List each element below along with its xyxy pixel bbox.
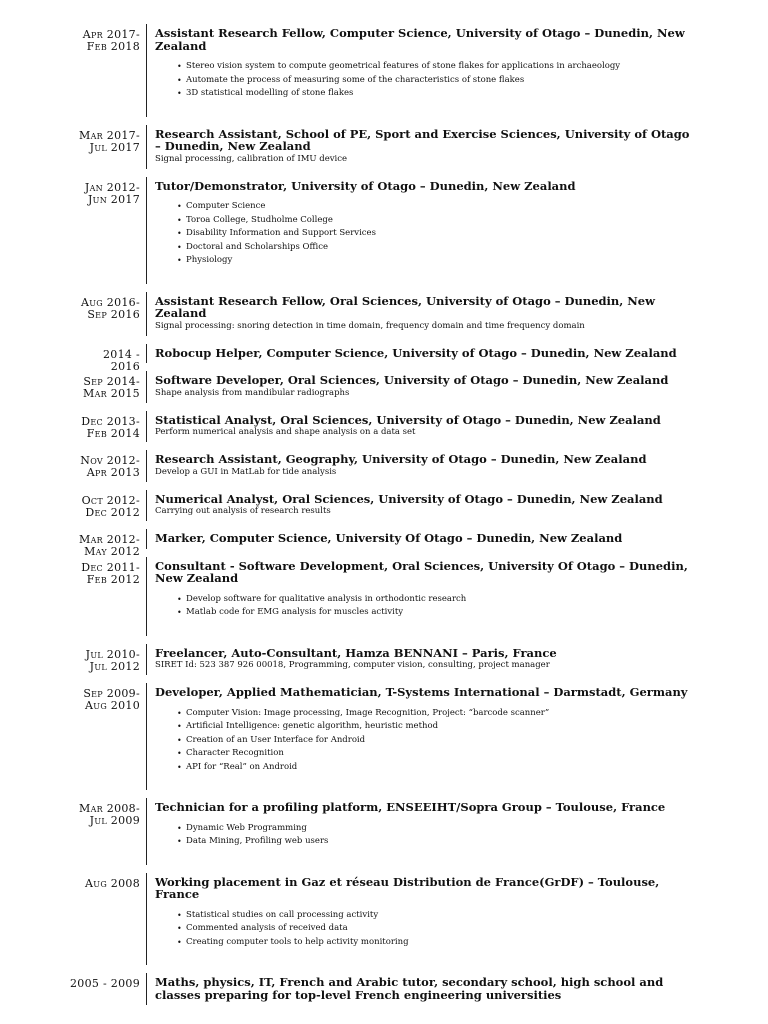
entry-date [40, 416, 140, 440]
bullet-item: • Computer Science [177, 200, 695, 214]
entry-date [40, 803, 140, 827]
entry-content [146, 973, 695, 1005]
bullet-item: • API for “Real” on Android [177, 761, 695, 775]
entry-content [146, 24, 695, 117]
entry-date [40, 562, 140, 586]
entry-date [40, 878, 140, 890]
bullet-item: • Doctoral and Scholarships Office [177, 241, 695, 255]
entry-date-end: May 2012 [84, 545, 140, 558]
entry-content [146, 125, 695, 169]
bullet-item: • Automate the process of measuring some of the characteristics of stone flakes [177, 74, 695, 88]
cv-entry [0, 344, 768, 373]
entry-date [40, 649, 140, 673]
entry-title: Marker, Computer Science, University Of Otago – Dunedin, New Zealand [155, 531, 623, 545]
entry-date-start: Jul 2010- [85, 647, 140, 661]
entry-date [40, 182, 140, 206]
bullet-item: • Character Recognition [177, 747, 695, 761]
entry-date-end: Feb 2018 [86, 40, 140, 53]
bullet-item: • Develop software for qualitative analysis in orthodontic research [177, 593, 695, 607]
entry-description: Perform numerical analysis and shape analysis on a data set [155, 427, 416, 437]
entry-bullet-list [155, 909, 695, 950]
entry-title: Developer, Applied Mathematician, T-Systems International – Darmstadt, Germany [155, 685, 688, 699]
cv-entry [0, 973, 768, 1005]
bullet-item: • Matlab code for EMG analysis for muscles activity [177, 606, 695, 620]
entry-description: Develop a GUI in MatLab for tide analysis [155, 466, 337, 477]
bullet-item: • Disability Information and Support Services [177, 227, 695, 241]
entry-bullet-list [155, 60, 695, 101]
cv-entry [0, 798, 768, 865]
entry-title: Maths, physics, IT, French and Arabic tutor, secondary school, high school and classes preparing for top-level French engineering universities [155, 975, 664, 1002]
cv-entry [0, 557, 768, 636]
entry-date-end: Jul 2009 [89, 814, 140, 827]
entry-date [40, 455, 140, 479]
bullet-item: • Statistical studies on call processing activity [177, 909, 695, 923]
entry-description: Carrying out analysis of research results [155, 506, 331, 516]
entry-title: Statistical Analyst, Oral Sciences, University of Otago – Dunedin, New Zealand [155, 412, 661, 427]
entry-date-end: Mar 2015 [83, 387, 140, 400]
entry-bullet-list [155, 822, 695, 849]
entry-content [146, 490, 695, 522]
entry-date-start: Mar 2012- [79, 533, 140, 546]
entry-date-end: Jul 2012 [89, 659, 140, 673]
entry-date-end: Aug 2010 [85, 699, 140, 712]
entry-date-end: Feb 2012 [86, 572, 140, 586]
entry-date-start: Mar 2017- [79, 128, 140, 142]
cv-entry [0, 292, 768, 336]
entry-date-start: Aug 2008 [85, 876, 140, 890]
entry-date-start: Apr 2017- [82, 28, 140, 41]
bullet-item: • Data Mining, Profiling web users [177, 835, 695, 849]
entry-date-end: Dec 2012 [85, 505, 140, 519]
entry-date-start: Mar 2008- [79, 802, 140, 815]
entry-date-start: Dec 2013- [81, 414, 140, 428]
entry-date-end: 2016 [110, 359, 140, 373]
entry-date-end: Jul 2017 [89, 140, 140, 154]
entry-date [40, 297, 140, 321]
entry-date [40, 376, 140, 400]
entry-date-start: Oct 2012- [81, 493, 140, 507]
cv-entry [0, 873, 768, 966]
entry-date-start: Sep 2014- [83, 375, 140, 388]
entry-content [146, 557, 695, 636]
entry-title: Robocup Helper, Computer Science, University of Otago – Dunedin, New Zealand [155, 345, 677, 360]
entry-date-end: Jun 2017 [87, 192, 140, 206]
entry-date-start: Dec 2011- [81, 560, 140, 574]
entry-date-start: 2014 - [102, 347, 140, 361]
entry-date-start: Nov 2012- [80, 454, 140, 467]
entry-content [146, 529, 695, 549]
bullet-item: • Commented analysis of received data [177, 922, 695, 936]
cv-entry [0, 529, 768, 558]
entry-description: Signal processing: snoring detection in time domain, frequency domain and time frequency domain [155, 320, 585, 331]
bullet-item: • Toroa College, Studholme College [177, 214, 695, 228]
entry-title: Research Assistant, School of PE, Sport and Exercise Sciences, University of Otago – Dunedin, New Zealand [155, 126, 690, 153]
bullet-item: • Creation of an User Interface for Android [177, 734, 695, 748]
cv-entry [0, 450, 768, 482]
entry-content [146, 177, 695, 284]
entry-bullet-list [155, 593, 695, 620]
entry-content [146, 683, 695, 790]
entry-date-start: Sep 2009- [83, 687, 140, 700]
bullet-item: • 3D statistical modelling of stone flakes [177, 87, 695, 101]
cv-entry [0, 644, 768, 676]
cv-entry [0, 125, 768, 169]
entry-date [40, 495, 140, 519]
entry-title: Consultant - Software Development, Oral Sciences, University Of Otago – Dunedin, New Zealand [155, 558, 688, 585]
cv-entry [0, 177, 768, 284]
entry-date-end: Apr 2013 [86, 466, 140, 479]
entry-date-end: Feb 2014 [86, 426, 140, 440]
entry-date [40, 349, 140, 373]
cv-entry [0, 24, 768, 117]
entry-description: Shape analysis from mandibular radiographs [155, 387, 350, 398]
entry-content [146, 411, 695, 443]
cv-entry [0, 683, 768, 790]
cv-entry [0, 490, 768, 522]
bullet-item: • Dynamic Web Programming [177, 822, 695, 836]
entry-date [40, 29, 140, 53]
bullet-item: • Stereo vision system to compute geometrical features of stone flakes for applications in archaeology [177, 60, 695, 74]
entry-content [146, 450, 695, 482]
bullet-item: • Physiology [177, 254, 695, 268]
entry-content [146, 644, 695, 676]
cv-entry [0, 411, 768, 443]
entry-date-end: Sep 2016 [87, 307, 140, 321]
entry-content [146, 873, 695, 966]
entry-title: Freelancer, Auto-Consultant, Hamza BENNANI – Paris, France [155, 645, 557, 660]
entry-title: Research Assistant, Geography, University of Otago – Dunedin, New Zealand [155, 452, 647, 466]
entry-bullet-list [155, 707, 695, 775]
entry-title: Assistant Research Fellow, Computer Science, University of Otago – Dunedin, New Zealand [155, 26, 685, 53]
entry-title: Assistant Research Fellow, Oral Sciences, University of Otago – Dunedin, New Zealand [155, 293, 656, 320]
entry-date [40, 130, 140, 154]
entry-content [146, 292, 695, 336]
entry-date-start: Aug 2016- [81, 295, 140, 309]
entry-content [146, 344, 695, 364]
bullet-item: • Creating computer tools to help activity monitoring [177, 936, 695, 950]
entry-content [146, 798, 695, 865]
entry-date [40, 688, 140, 712]
cv-entry [0, 371, 768, 403]
entry-title: Numerical Analyst, Oral Sciences, University of Otago – Dunedin, New Zealand [155, 491, 663, 506]
entry-description: SIRET Id: 523 387 926 00018, Programming, computer vision, consulting, project manager [155, 660, 550, 670]
entry-content [146, 371, 695, 403]
bullet-item: • Artificial Intelligence: genetic algorithm, heuristic method [177, 720, 695, 734]
entry-title: Software Developer, Oral Sciences, University of Otago – Dunedin, New Zealand [155, 373, 669, 387]
entry-bullet-list [155, 200, 695, 268]
entry-date-start: Jan 2012- [84, 180, 140, 194]
entry-title: Technician for a profiling platform, ENSEEIHT/Sopra Group – Toulouse, France [155, 800, 666, 814]
entry-date-start: 2005 - 2009 [70, 977, 140, 990]
bullet-item: • Computer Vision: Image processing, Image Recognition, Project: “barcode scanner” [177, 707, 695, 721]
entry-title: Tutor/Demonstrator, University of Otago – Dunedin, New Zealand [155, 178, 576, 193]
entry-title: Working placement in Gaz et réseau Distribution de France(GrDF) – Toulouse, France [155, 874, 660, 901]
entry-date [40, 534, 140, 558]
entry-date [40, 978, 140, 990]
entry-description: Signal processing, calibration of IMU device [155, 153, 348, 164]
cv-experience-section [0, 24, 768, 1013]
